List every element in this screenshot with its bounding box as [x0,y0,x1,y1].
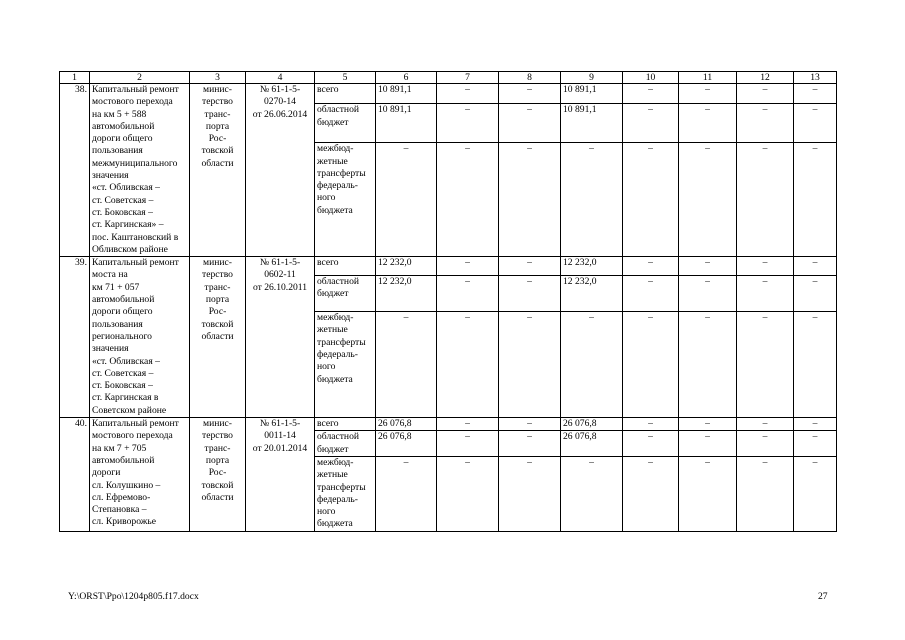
funding-source [315,84,376,104]
object-name-line: «ст. Обливская – [92,182,160,194]
row-number: 38. [60,84,90,257]
customer-cell-line: товской [201,479,234,491]
value-cell-8: – [499,275,561,311]
object-name-line: ст. Боковская – [92,206,153,218]
object-name-line: Обливском районе [92,243,168,255]
value-cell-10: – [623,312,679,418]
customer-cell-line: товской [201,318,234,330]
customer-cell-line: области [201,330,234,342]
value-cell-9: 26 076,8 [561,431,623,457]
funding-source [315,418,376,431]
value-cell-8: – [499,431,561,457]
object-name-line: Капитальный ремонт [92,257,179,269]
value-cell-9: 12 232,0 [561,257,623,276]
object-name-line: сл. Колушкино – [92,479,161,491]
value-cell-6: 26 076,8 [376,418,437,431]
object-name-line: значения [92,343,129,355]
funding-source-line: всего [317,84,339,95]
object-name-line: на км 5 + 588 [92,108,147,120]
value-cell-6: 10 891,1 [376,104,437,143]
customer-cell-line: порта [205,120,230,132]
document-cell [246,418,315,532]
object-name-line: Капитальный ремонт [92,84,179,95]
object-name-line: дороги общего [92,133,153,145]
value-cell-7: – [437,456,499,531]
col-num-header: 1 [60,72,90,84]
col-num-header: 6 [376,72,437,84]
document-cell-line: № 61-1-5- [259,257,301,269]
customer-cell-line: области [201,491,234,503]
value-cell-9: – [561,312,623,418]
funding-source-line: федераль- [317,349,358,361]
customer-cell-line: терство [202,269,233,281]
object-name-line: мостового перехода [92,430,173,442]
value-cell-6: – [376,312,437,418]
value-cell-13: – [794,418,837,431]
value-cell-8: – [499,104,561,143]
object-name [90,257,190,418]
customer-cell-line: Рос- [208,306,227,318]
object-name-line: ст. Боковская – [92,380,153,392]
value-cell-13: – [794,431,837,457]
value-cell-13: – [794,312,837,418]
value-cell-7: – [437,275,499,311]
col-num-header: 4 [246,72,315,84]
funding-source-line: ного [317,192,336,204]
value-cell-10: – [623,431,679,457]
value-cell-13: – [794,143,837,257]
value-cell-11: – [679,275,737,311]
funding-source-line: жетные [317,324,348,336]
document-cell-line: от 26.06.2014 [252,108,308,120]
object-name-line: мостового перехода [92,96,173,108]
value-cell-12: – [737,312,794,418]
document-cell [246,257,315,418]
object-name-line: Степановка – [92,504,147,516]
value-cell-6: 12 232,0 [376,257,437,276]
object-name-line: «ст. Обливская – [92,355,160,367]
customer-cell-line: товской [201,145,234,157]
file-path: Y:\ORST\Ppo\1204p805.f17.docx [68,591,199,602]
document-cell-line: № 61-1-5- [259,418,301,430]
funding-source [315,456,376,531]
value-cell-11: – [679,84,737,104]
value-cell-9: 12 232,0 [561,275,623,311]
funding-source-line: ного [317,361,336,373]
page-number: 27 [818,591,828,602]
value-cell-10: – [623,418,679,431]
value-cell-12: – [737,104,794,143]
funding-source [315,431,376,457]
document-cell-line: 0011-14 [264,430,296,442]
customer-cell-line: минис- [203,84,232,95]
budget-table [59,71,837,532]
document-cell-line: 0270-14 [264,96,296,108]
value-cell-8: – [499,84,561,104]
object-name-line: км 71 + 057 [92,281,140,293]
value-cell-13: – [794,257,837,276]
object-name-line: регионального [92,330,152,342]
object-name-line: сл. Ефремово- [92,491,151,503]
object-name-line: моста на [92,269,128,281]
customer-cell-line: минис- [203,418,232,430]
customer-cell-line: терство [202,96,233,108]
object-name-line: автомобильной [92,294,155,306]
object-name [90,418,190,532]
object-name-line: дороги [92,467,121,479]
value-cell-6: 10 891,1 [376,84,437,104]
object-name-line: Советском районе [92,404,167,416]
funding-source [315,143,376,257]
value-cell-12: – [737,84,794,104]
value-cell-6: 12 232,0 [376,275,437,311]
value-cell-8: – [499,456,561,531]
value-cell-11: – [679,257,737,276]
value-cell-8: – [499,143,561,257]
funding-source-line: бюджета [317,204,353,216]
object-name-line: пользования [92,145,143,157]
object-name-line: автомобильной [92,454,155,466]
value-cell-12: – [737,456,794,531]
funding-source-line: межбюд- [317,456,354,468]
object-name-line: пользования [92,318,143,330]
col-num-header: 7 [437,72,499,84]
value-cell-10: – [623,143,679,257]
object-name-line: пос. Каштановский в [92,231,179,243]
col-num-header: 11 [679,72,737,84]
col-num-header: 5 [315,72,376,84]
funding-source-line: ного [317,506,336,518]
value-cell-7: – [437,431,499,457]
value-cell-12: – [737,418,794,431]
customer-cell-line: транс- [204,442,231,454]
funding-source-line: всего [317,257,339,269]
funding-source-line: межбюд- [317,143,354,155]
column-number-row [60,72,837,84]
col-num-header: 12 [737,72,794,84]
value-cell-9: 26 076,8 [561,418,623,431]
value-cell-9: – [561,143,623,257]
col-num-header: 8 [499,72,561,84]
funding-source-line: трансферты [317,481,366,493]
value-cell-11: – [679,431,737,457]
object-name-line: автомобильной [92,120,155,132]
funding-source-line: областной [317,104,360,116]
value-cell-10: – [623,257,679,276]
customer-cell-line: Рос- [208,467,227,479]
row-number: 40. [60,418,90,532]
value-cell-8: – [499,312,561,418]
funding-source-line: бюджета [317,518,353,530]
value-cell-10: – [623,275,679,311]
funding-source-line: всего [317,418,339,430]
value-cell-11: – [679,418,737,431]
customer-cell-line: транс- [204,108,231,120]
value-cell-7: – [437,143,499,257]
value-cell-11: – [679,312,737,418]
col-num-header: 9 [561,72,623,84]
value-cell-12: – [737,431,794,457]
value-cell-12: – [737,257,794,276]
value-cell-10: – [623,84,679,104]
value-cell-13: – [794,275,837,311]
customer-cell-line: транс- [204,281,231,293]
value-cell-8: – [499,418,561,431]
value-cell-8: – [499,257,561,276]
funding-source-line: жетные [317,155,348,167]
funding-source-line: бюджета [317,373,353,385]
value-cell-9: – [561,456,623,531]
value-cell-7: – [437,418,499,431]
value-cell-11: – [679,143,737,257]
document-cell-line: 0602-11 [264,269,296,281]
object-name-line: дороги общего [92,306,153,318]
value-cell-12: – [737,275,794,311]
object-name-line: сл. Криворожье [92,516,157,528]
table-row [60,257,837,276]
customer-cell [190,418,246,532]
object-name-line: ст. Каргинская» – [92,219,164,231]
customer-cell-line: порта [205,454,230,466]
col-num-header: 2 [90,72,190,84]
value-cell-9: 10 891,1 [561,104,623,143]
funding-source-line: бюджет [317,288,349,300]
table-row [60,84,837,104]
table-row [60,418,837,431]
row-number: 39. [60,257,90,418]
funding-source-line: трансферты [317,336,366,348]
customer-cell-line: терство [202,430,233,442]
col-num-header: 13 [794,72,837,84]
value-cell-6: – [376,143,437,257]
funding-source-line: межбюд- [317,312,354,324]
object-name-line: ст. Советская – [92,367,154,379]
customer-cell [190,257,246,418]
funding-source [315,275,376,311]
funding-source-line: бюджет [317,116,349,128]
document-cell-line: № 61-1-5- [259,84,301,95]
customer-cell [190,84,246,257]
object-name-line: на км 7 + 705 [92,442,147,454]
document-cell-line: от 26.10.2011 [252,281,308,293]
value-cell-7: – [437,312,499,418]
value-cell-12: – [737,143,794,257]
funding-source [315,257,376,276]
col-num-header: 10 [623,72,679,84]
value-cell-13: – [794,84,837,104]
customer-cell-line: Рос- [208,133,227,145]
object-name-line: значения [92,170,129,182]
value-cell-9: 10 891,1 [561,84,623,104]
funding-source [315,104,376,143]
funding-source-line: федераль- [317,180,358,192]
object-name-line: Капитальный ремонт [92,418,179,430]
value-cell-10: – [623,104,679,143]
value-cell-13: – [794,456,837,531]
value-cell-7: – [437,104,499,143]
object-name-line: межмуниципального [92,157,178,169]
value-cell-6: 26 076,8 [376,431,437,457]
col-num-header: 3 [190,72,246,84]
value-cell-6: – [376,456,437,531]
object-name [90,84,190,257]
funding-source-line: областной [317,275,360,287]
value-cell-7: – [437,84,499,104]
customer-cell-line: области [201,157,234,169]
funding-source-line: бюджет [317,443,349,455]
funding-source-line: жетные [317,469,348,481]
object-name-line: ст. Каргинская в [92,392,159,404]
customer-cell-line: порта [205,294,230,306]
funding-source [315,312,376,418]
value-cell-11: – [679,456,737,531]
document-cell-line: от 20.01.2014 [252,442,308,454]
document-cell [246,84,315,257]
value-cell-10: – [623,456,679,531]
value-cell-7: – [437,257,499,276]
object-name-line: ст. Советская – [92,194,154,206]
value-cell-11: – [679,104,737,143]
funding-source-line: областной [317,431,360,443]
customer-cell-line: минис- [203,257,232,269]
value-cell-13: – [794,104,837,143]
funding-source-line: федераль- [317,493,358,505]
funding-source-line: трансферты [317,167,366,179]
